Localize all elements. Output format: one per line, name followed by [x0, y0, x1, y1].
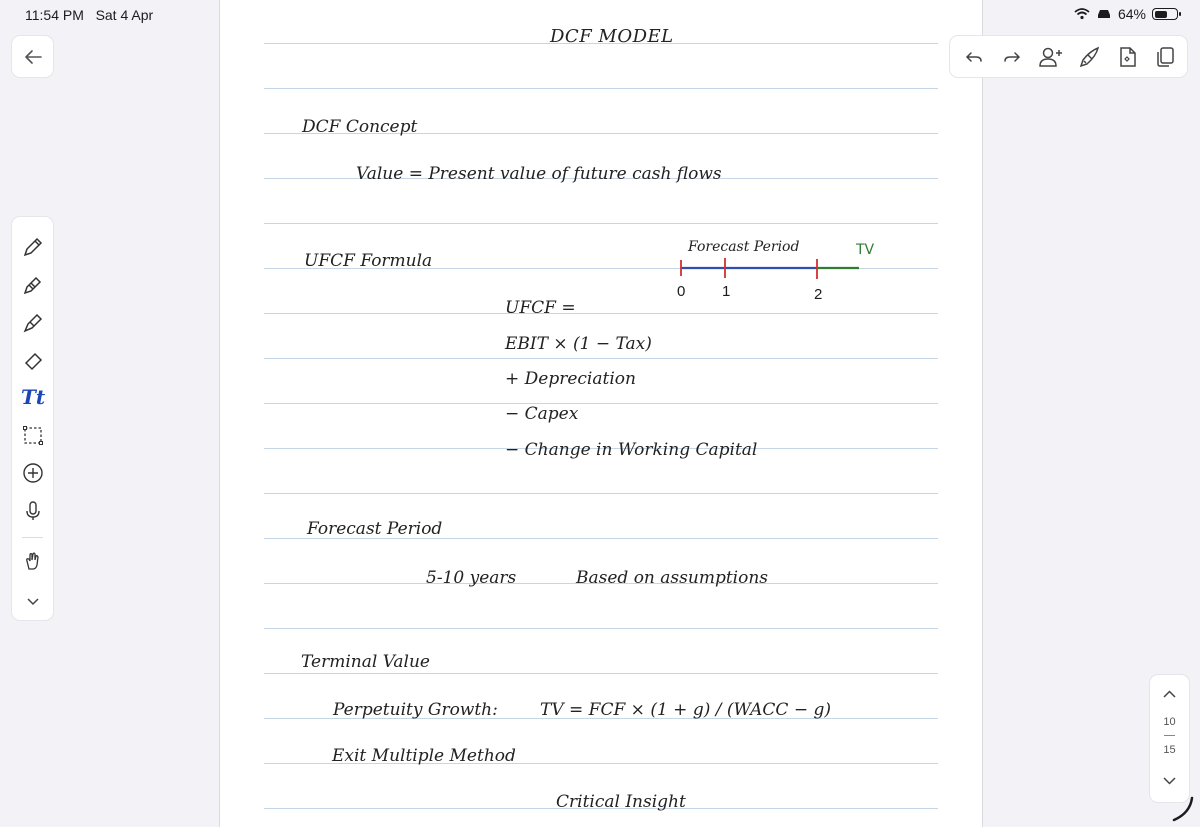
chevron-down-icon — [1158, 770, 1181, 792]
microphone-icon — [21, 499, 45, 523]
ufcf-line-5: − Change in Working Capital — [505, 440, 758, 460]
pencil-tool[interactable] — [17, 233, 49, 261]
marker-tool[interactable] — [17, 309, 49, 337]
battery-percent: 64% — [1117, 6, 1146, 22]
note-title: DCF MODEL — [550, 26, 674, 47]
status-time: 11:54 PM Sat 4 Apr — [25, 7, 154, 23]
rule-line — [264, 673, 938, 674]
critical-insight: Critical Insight — [556, 792, 686, 812]
highlighter-tool[interactable] — [17, 271, 49, 299]
back-button[interactable] — [12, 36, 53, 77]
palette-divider — [22, 537, 43, 538]
highlighter-icon — [21, 273, 45, 297]
forecast-heading: Forecast Period — [307, 519, 443, 539]
document-toolbar — [950, 36, 1187, 77]
chevron-down-icon — [25, 595, 41, 607]
text-tool[interactable] — [17, 383, 49, 411]
ufcf-heading: UFCF Formula — [304, 251, 433, 271]
status-indicators — [1074, 6, 1178, 22]
ufcf-line-3: + Depreciation — [505, 369, 636, 389]
ufcf-line-2: EBIT × (1 − Tax) — [505, 334, 652, 354]
forecast-years: 5-10 years — [426, 568, 517, 588]
marker-icon — [21, 311, 45, 335]
ufcf-line-4: − Capex — [505, 404, 579, 424]
exit-multiple-label: Exit Multiple Method — [332, 746, 516, 766]
rule-line — [264, 358, 938, 359]
new-page-icon — [1116, 45, 1140, 69]
pages-icon — [1153, 45, 1177, 69]
current-page-number: 10 — [1163, 716, 1176, 728]
total-page-count: 15 — [1163, 744, 1176, 756]
dcf-concept-heading: DCF Concept — [302, 117, 418, 137]
pencil-icon — [21, 235, 45, 259]
forecast-basis: Based on assumptions — [576, 568, 768, 588]
rule-line — [264, 313, 938, 314]
pen-icon — [1078, 45, 1102, 69]
perpetuity-label: Perpetuity Growth: — [333, 700, 498, 720]
eraser-icon — [21, 348, 45, 372]
page-number-divider — [1164, 735, 1175, 736]
timeline-tick-1: 1 — [722, 283, 731, 300]
eraser-tool[interactable] — [17, 346, 49, 374]
timeline-sketch — [675, 255, 865, 285]
rule-line — [264, 628, 938, 629]
wifi-icon — [1074, 8, 1090, 20]
add-user-button[interactable] — [1036, 42, 1066, 72]
more-tools-button[interactable] — [17, 587, 49, 615]
chevron-up-icon — [1158, 683, 1181, 705]
timeline-tv-label: TV — [856, 242, 875, 258]
previous-page-button[interactable] — [1158, 683, 1181, 705]
redo-button[interactable] — [997, 42, 1027, 72]
arrow-left-icon — [23, 49, 43, 65]
redo-icon — [1002, 47, 1022, 67]
terminal-heading: Terminal Value — [301, 652, 430, 672]
timeline-label: Forecast Period — [688, 239, 800, 255]
text-tool-icon: Tt — [20, 385, 46, 409]
rule-line — [264, 493, 938, 494]
add-element-tool[interactable] — [17, 459, 49, 487]
dcf-concept-line: Value = Present value of future cash flows — [356, 164, 722, 184]
add-user-icon — [1038, 45, 1064, 69]
rule-line — [264, 403, 938, 404]
lasso-tool[interactable] — [17, 421, 49, 449]
notebook-page[interactable] — [219, 0, 983, 827]
touch-draw-icon — [21, 549, 45, 573]
lasso-select-icon — [21, 423, 45, 447]
tool-palette — [12, 217, 53, 620]
undo-icon — [964, 47, 984, 67]
undo-button[interactable] — [959, 42, 989, 72]
new-page-button[interactable] — [1113, 42, 1143, 72]
timeline-tick-2: 2 — [814, 286, 823, 303]
microphone-tool[interactable] — [17, 497, 49, 525]
next-page-button[interactable] — [1158, 770, 1181, 792]
perpetuity-formula: TV = FCF × (1 + g) / (WACC − g) — [540, 700, 831, 720]
page-navigator — [1150, 675, 1189, 802]
scroll-indicator[interactable] — [1170, 795, 1196, 823]
ufcf-line-1: UFCF = — [505, 298, 576, 318]
car-icon — [1096, 8, 1112, 20]
pen-button[interactable] — [1075, 42, 1105, 72]
touch-draw-tool[interactable] — [17, 547, 49, 575]
battery-icon — [1152, 8, 1178, 20]
add-circle-icon — [21, 461, 45, 485]
rule-line — [264, 88, 938, 89]
pages-button[interactable] — [1150, 42, 1180, 72]
rule-line — [264, 223, 938, 224]
timeline-tick-0: 0 — [677, 283, 686, 300]
